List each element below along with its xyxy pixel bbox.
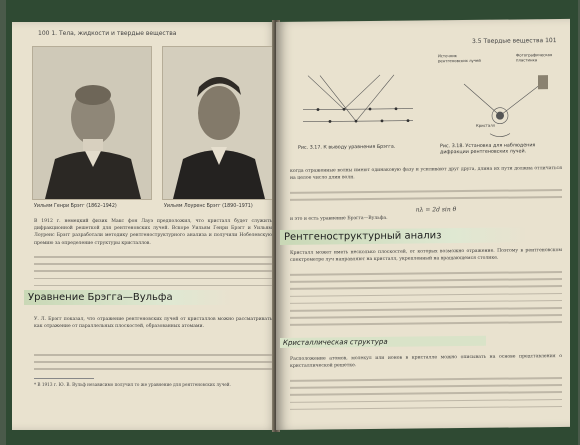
section-heading-xray-analysis: Рентгеноструктурный анализ [280, 227, 528, 245]
section-heading-bragg-wulff: Уравнение Брэгга—Вульфа [24, 290, 232, 305]
caption-william-lawrence-bragg: Уильям Лоуренс Брэгг (1890–1971) [164, 204, 253, 209]
label-xray-source: Источник рентгеновских лучей [438, 53, 481, 63]
bragg-formula: nλ = 2d sin θ [415, 206, 457, 214]
right-page [276, 19, 570, 430]
label-photo-plate: Фотографическая пластинка [516, 52, 553, 63]
bragg-derivation-figure [298, 67, 418, 138]
intro-paragraph-continued [34, 256, 272, 292]
crystal-structure-paragraph-continued [290, 377, 562, 416]
figure-3-18-caption: Рис. 3.18. Установка для наблюдения дифракции рентгеновских лучей. [440, 143, 536, 156]
bragg-wulff-paragraph: У. Л. Брэгг показал, что отражение рентгеновских лучей от кристаллов можно рассматривать как отражение от параллельных плоскостей, образованных атомами. [34, 317, 272, 330]
footnote: * В 1913 г. Ю. В. Вульф независимо получил то же уравнение для рентгеновских лучей. [34, 382, 231, 387]
xray-analysis-paragraph: Кристалл может иметь несколько плоскостей, от которых возможно отражение. Поэтому в рентгеновском спектрометре луч направляют на кристалл, укрепленный на вращающемся столике. [290, 248, 562, 264]
intro-paragraph: В 1912 г. немецкий физик Макс фон Лауэ предположил, что кристалл будет служить дифракционной решеткой для рентгеновских лучей. Вскоре Уильям Генри Брэгг и Уильям Лоуренс Брэгг разработали методику рентгеноструктурного анализа и получили Нобелевскую премию за определение структуры кристаллов. [34, 219, 272, 246]
bragg-note: и это и есть уравнение Брэгга—Вульфа. [290, 215, 388, 222]
label-crystal: Кристалл [476, 122, 496, 128]
diffraction-setup-figure [442, 53, 562, 146]
bragg-wulff-paragraph-continued [34, 354, 272, 376]
crystal-structure-paragraph: Расположение атомов, молекул или ионов в кристалле можно описывать на основе представления о кристаллической решетке. [290, 354, 562, 370]
left-running-head: 100 1. Тела, жидкости и твердые вещества [38, 30, 177, 37]
right-running-head: 3.5 Твердые вещества 101 [472, 37, 557, 45]
portrait-william-henry-bragg [32, 46, 152, 200]
xray-analysis-paragraph-continued [290, 271, 562, 331]
left-page [12, 22, 280, 430]
subsection-heading-crystal-structure: Кристаллическая структура [280, 336, 486, 348]
caption-william-henry-bragg: Уильям Генри Брэгг (1862–1942) [34, 204, 117, 209]
footnote-rule [34, 378, 94, 379]
portrait-william-lawrence-bragg [162, 46, 276, 200]
figure-3-17-caption: Рис. 3.17. К выводу уравнения Брэгга. [298, 144, 396, 151]
bragg-text-continued [290, 189, 562, 206]
bragg-text-top: когда отраженные волны имеют одинаковую фазу и усиливают друг друга, длина их пути должна отличаться на целое число длин волн. [290, 166, 562, 182]
